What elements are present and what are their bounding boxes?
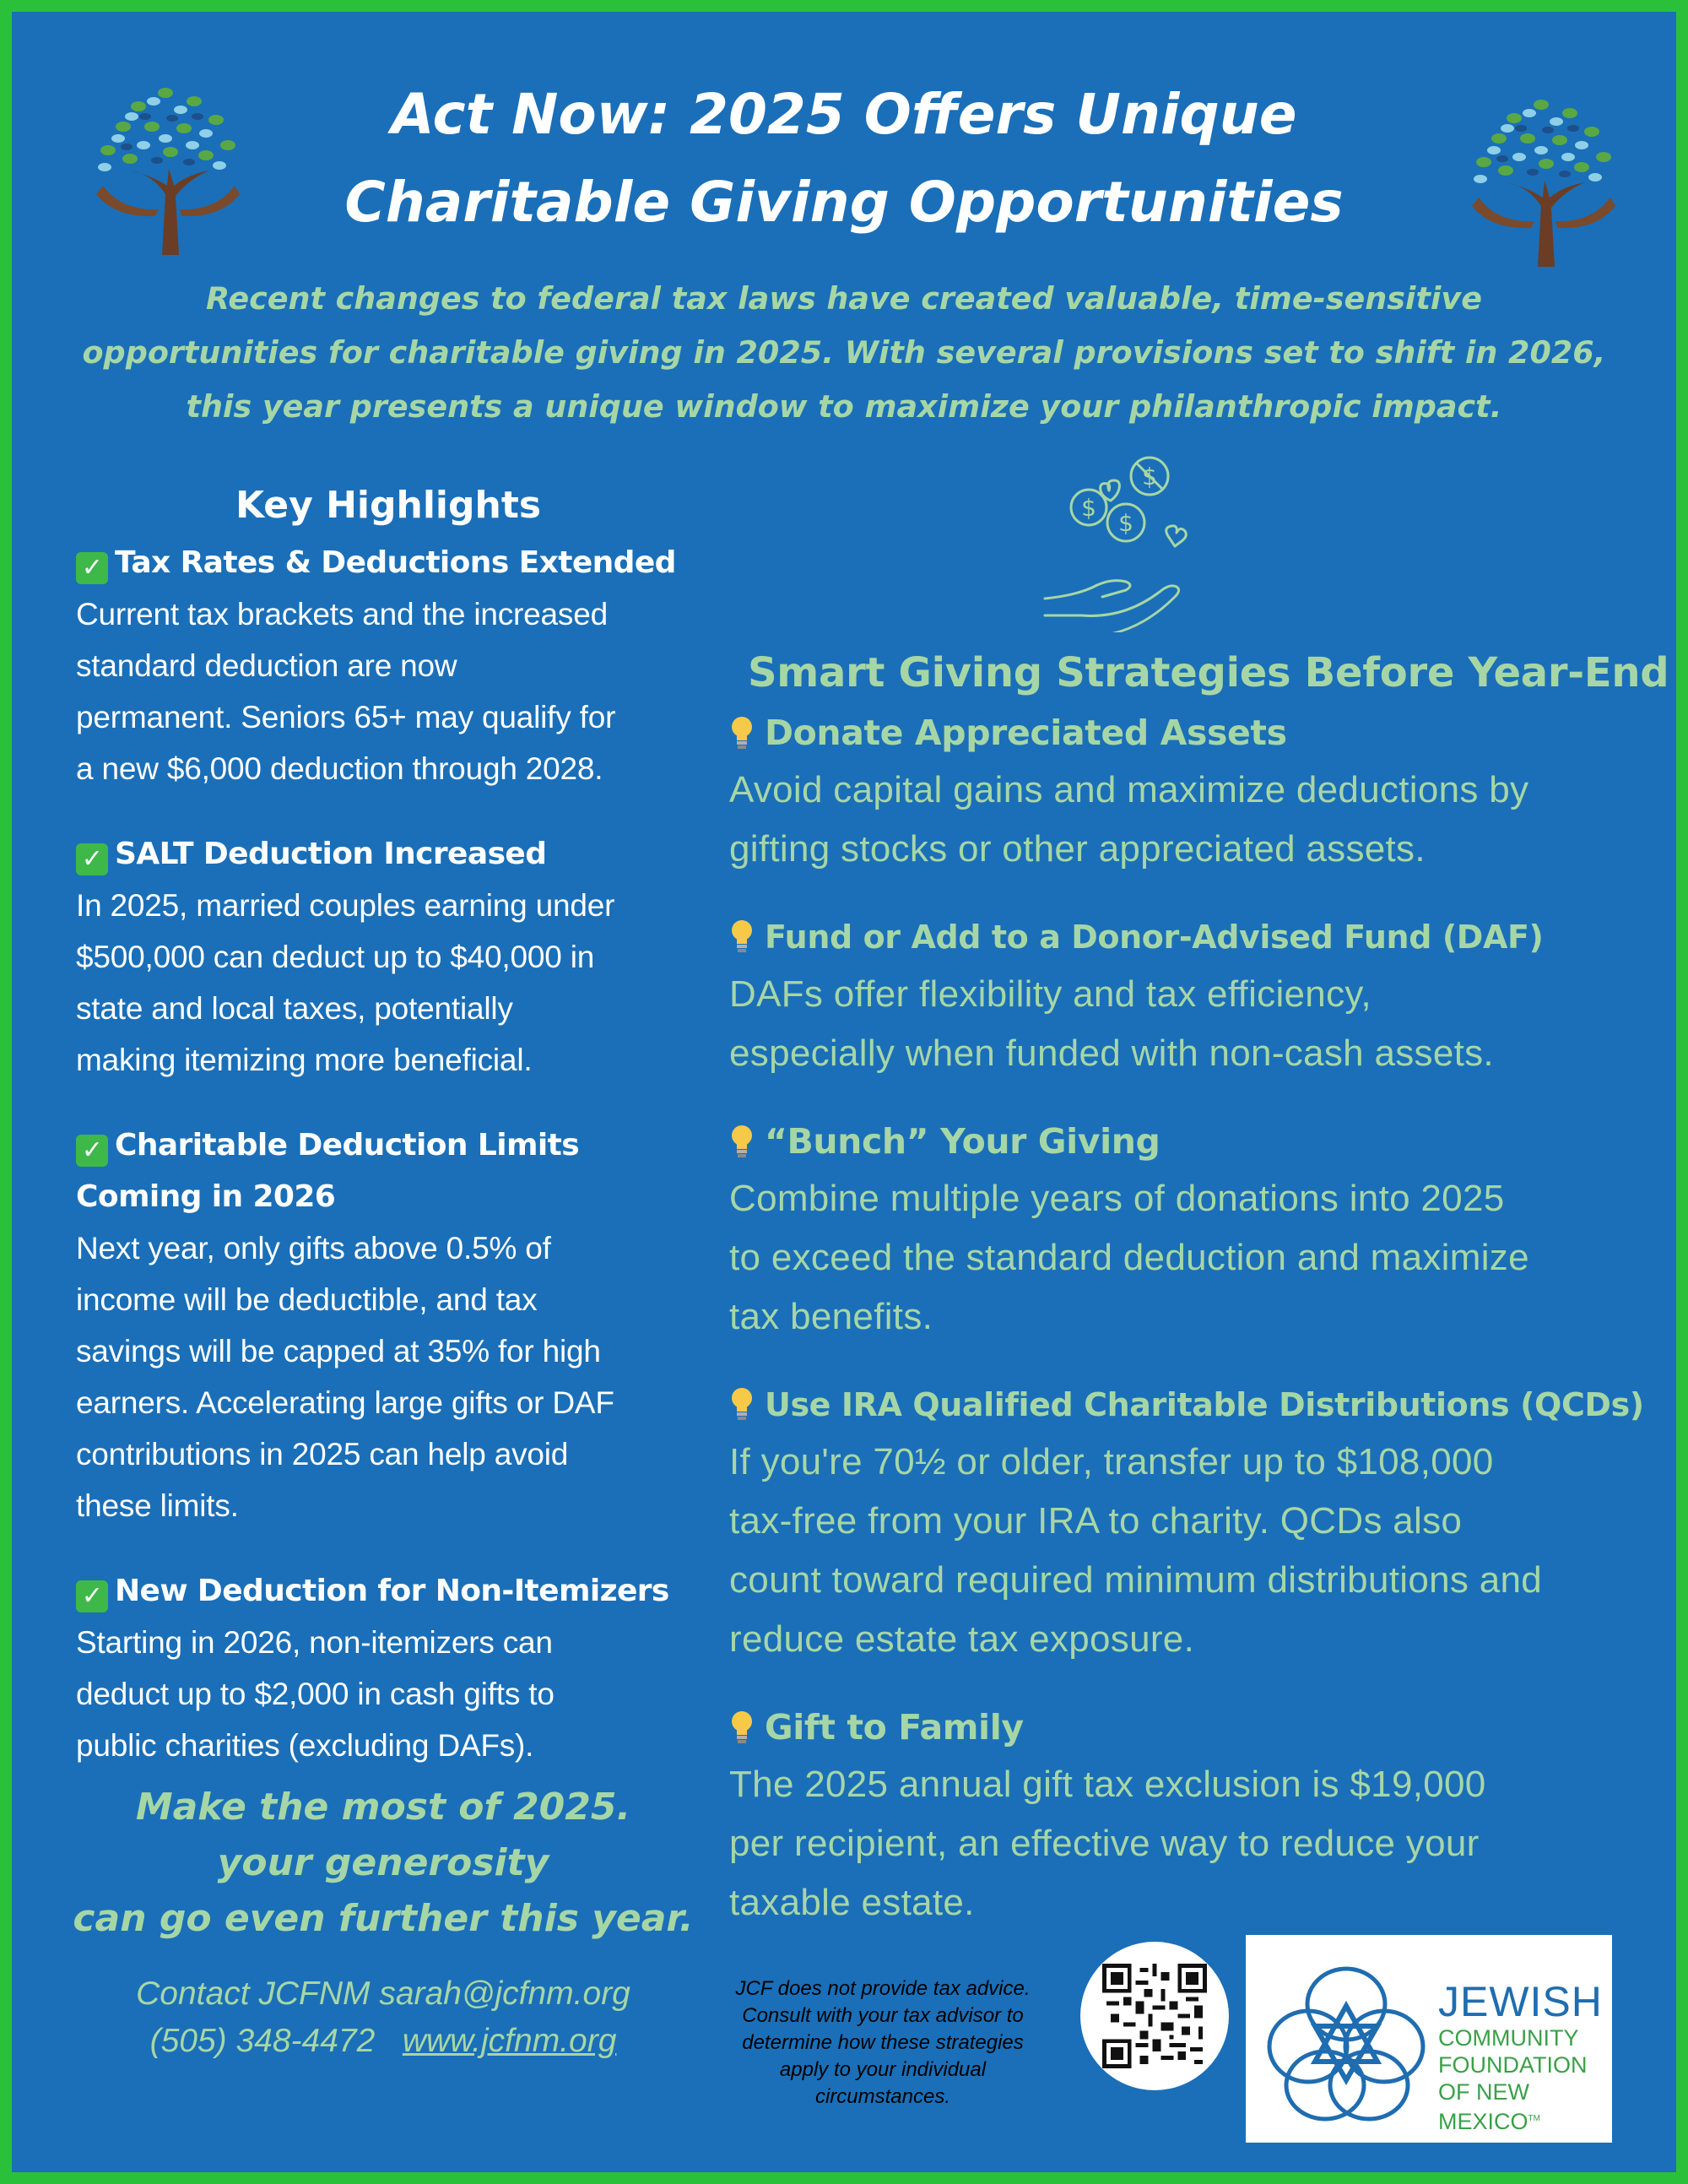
checkmark-icon: ✓ [76,1135,108,1167]
strategy-body [729,1755,1666,1932]
highlight-line: public charities (excluding DAFs). [76,1728,534,1763]
highlight-heading [76,537,717,588]
lightbulb-icon [729,714,755,751]
strategy-heading-text: “Bunch” Your Giving [765,1121,1160,1162]
highlight-body [76,1222,717,1531]
closing-message [62,1780,704,1947]
strategy-heading-text: Use IRA Qualified Charitable Distributions (QCDs) [765,1386,1644,1423]
highlight-line: Next year, only gifts above 0.5% of [76,1231,551,1265]
strategy-heading [729,1699,1666,1755]
strategy-line: Combine multiple years of donations into 2025 [729,1178,1505,1219]
strategy-body [729,1433,1666,1669]
title-line-1: Act Now: 2025 Offers Unique [391,82,1297,147]
intro-line-1: Recent changes to federal tax laws have created valuable, time-sensitive [206,280,1482,317]
page-title [265,71,1423,247]
strategy-item [729,1114,1666,1347]
lightbulb-icon [729,1709,755,1746]
highlight-heading-text: Tax Rates & Deductions Extended [115,545,676,580]
disclaimer-line: apply to your individual [779,2058,987,2081]
strategy-line: Avoid capital gains and maximize deductions by [729,769,1529,810]
highlight-item [76,828,717,1086]
hand-giving-coins-icon [1025,447,1227,632]
highlight-line: standard deduction are now [76,648,457,683]
highlight-heading [76,1119,717,1222]
disclaimer-line: JCF does not provide tax advice. [735,1977,1031,2000]
strategy-heading-text: Gift to Family [765,1707,1024,1748]
highlight-heading [76,828,717,880]
checkmark-icon: ✓ [76,843,108,875]
strategy-line: reduce estate tax exposure. [729,1618,1195,1660]
strategy-heading-text: Fund or Add to a Donor-Advised Fund (DAF) [765,919,1544,956]
strategy-body [729,965,1666,1083]
strategies-section [729,641,1669,1963]
strategy-line: DAFs offer flexibility and tax efficiency, [729,973,1372,1015]
strategy-line: especially when funded with non-cash assets. [729,1032,1494,1074]
highlight-item [76,1565,717,1771]
highlight-line: state and local taxes, potentially [76,991,513,1026]
foundation-emblem-icon [1258,1954,1435,2126]
strategy-item [729,1377,1666,1669]
intro-line-2: opportunities for charitable giving in 2025. With several provisions set to shift in 2026, [82,334,1606,371]
key-highlights-title: Key Highlights [235,484,542,527]
logo-line: COMMUNITY [1438,2025,1579,2051]
tax-disclaimer [714,1975,1052,2111]
highlight-body [76,1617,717,1771]
highlight-item [76,537,717,794]
highlight-line: permanent. Seniors 65+ may qualify for [76,700,616,734]
strategy-heading [729,1377,1666,1433]
title-line-2: Charitable Giving Opportunities [344,170,1344,235]
strategy-line: to exceed the standard deduction and maximize [729,1237,1529,1278]
highlight-line: a new $6,000 deduction through 2028. [76,751,603,786]
highlight-line: In 2025, married couples earning under [76,888,615,923]
disclaimer-line: Consult with your tax advisor to [742,2004,1024,2027]
strategy-line: tax benefits. [729,1296,933,1337]
strategy-heading-text: Donate Appreciated Assets [765,713,1287,753]
strategy-line: gifting stocks or other appreciated assets. [729,828,1426,870]
lightbulb-icon [729,918,755,955]
strategy-line: The 2025 annual gift tax exclusion is $19,000 [729,1764,1486,1805]
highlight-item [76,1119,717,1531]
checkmark-icon: ✓ [76,552,108,584]
strategy-line: count toward required minimum distributions and [729,1559,1542,1601]
highlight-line: savings will be capped at 35% for high [76,1334,601,1368]
svg-text:$: $ [1081,494,1096,522]
jcf-logo [1246,1935,1612,2143]
highlight-line: $500,000 can deduct up to $40,000 in [76,940,595,974]
flyer [12,12,1676,2172]
svg-text:$: $ [1118,509,1133,537]
closing-line: can go even further this year. [73,1897,694,1940]
highlight-line: Current tax brackets and the increased [76,597,608,631]
checkmark-icon: ✓ [76,1580,108,1612]
highlight-line: earners. Accelerating large gifts or DAF [76,1385,614,1420]
strategy-item [729,705,1666,879]
closing-line: your generosity [217,1841,549,1884]
highlight-heading-text: New Deduction for Non-Itemizers [115,1574,669,1608]
lightbulb-icon [729,1385,755,1423]
strategies-title: Smart Giving Strategies Before Year-End [748,649,1669,696]
logo-line: FOUNDATION [1438,2052,1588,2078]
disclaimer-line: circumstances. [814,2085,951,2108]
strategy-item [729,1699,1666,1932]
logo-line: OF NEW MEXICO [1438,2079,1529,2134]
qr-code[interactable] [1080,1942,1229,2090]
intro-paragraph [62,272,1626,434]
logo-text [1438,1979,1612,2135]
trademark-mark: TM [1528,2114,1540,2123]
key-highlights-section [76,476,717,1805]
strategy-item [729,909,1666,1083]
highlight-body [76,880,717,1086]
disclaimer-line: determine how these strategies [742,2031,1024,2054]
strategy-heading [729,909,1666,965]
website-link[interactable]: www.jcfnm.org [402,2023,617,2059]
tree-with-hands-icon [1447,79,1641,274]
strategy-line: taxable estate. [729,1882,975,1923]
strategy-body [729,1169,1666,1347]
strategy-heading [729,1114,1666,1169]
highlight-heading-text: SALT Deduction Increased [115,837,547,871]
highlight-body [76,588,717,794]
closing-line: Make the most of 2025. [135,1786,631,1829]
highlight-heading-text: Coming in 2026 [76,1179,336,1214]
highlight-heading [76,1565,717,1617]
highlight-line: these limits. [76,1488,239,1523]
qr-code-icon [1102,1964,1207,2068]
strategy-line: per recipient, an effective way to reduce your [729,1823,1480,1864]
contact-info [62,1970,704,2065]
highlight-line: contributions in 2025 can help avoid [76,1437,569,1471]
lightbulb-icon [729,1123,755,1160]
intro-line-3: this year presents a unique window to maximize your philanthropic impact. [186,388,1502,425]
highlight-line: deduct up to $2,000 in cash gifts to [76,1677,555,1711]
highlight-line: making itemizing more beneficial. [76,1043,533,1077]
contact-email-line: Contact JCFNM sarah@jcfnm.org [136,1975,630,2012]
highlight-line: Starting in 2026, non-itemizers can [76,1625,553,1660]
logo-line: JEWISH [1438,1978,1603,2025]
tree-with-hands-icon [71,68,265,262]
strategy-heading [729,705,1666,761]
svg-text:$: $ [1142,463,1157,490]
highlight-line: income will be deductible, and tax [76,1282,538,1317]
highlight-heading-text: Charitable Deduction Limits [115,1128,580,1162]
strategy-body [729,761,1666,879]
contact-phone: (505) 348-4472 [149,2023,376,2059]
strategy-line: tax-free from your IRA to charity. QCDs also [729,1500,1463,1542]
strategy-line: If you're 70½ or older, transfer up to $108,000 [729,1441,1494,1482]
